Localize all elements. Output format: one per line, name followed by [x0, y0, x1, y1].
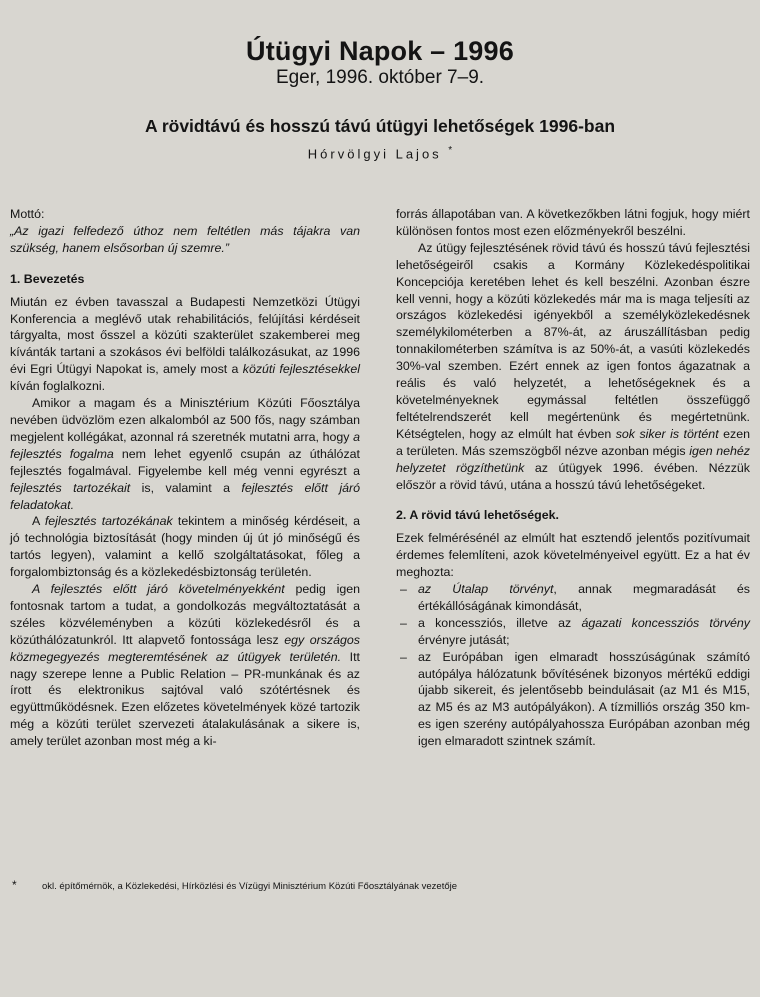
- paragraph: [10, 395, 360, 513]
- achievement-list: [396, 581, 750, 750]
- paragraph: Ezek felmérésénél az elmúlt hat esztendő jelentős pozitívumait érdemes felemlíteni, azok követelményeivel együtt. Ez a hat év meghozta:: [396, 531, 750, 580]
- list-item-text: érvényre jutását;: [418, 632, 510, 647]
- emphasis-text: az Útalap törvényt: [418, 582, 554, 597]
- emphasis-text: igen nehéz helyzetet rögzíthetünk: [396, 443, 750, 475]
- emphasis-text: ágazati koncessziós törvény: [581, 615, 751, 630]
- emphasis-text: fejlesztés tartozékait: [10, 480, 131, 495]
- paragraph-text: pedig igen fontosnak tartom a tudat, a gondolkozás megváltoztatását a széles közvéleményben a közúti közlekedésről és a közúthálózatunkról. Itt alapvető fontossága lesz: [10, 582, 360, 647]
- paragraph-text: Amikor a magam és a Minisztérium Közúti Főosztálya nevében üdvözlöm ezen alkalomból az 500 fős, nagy számban megjelent kollégákat, azonnal rá szeretnék mutatni arra, hogy: [10, 396, 360, 444]
- paragraph: [10, 294, 360, 395]
- emphasis-text: fejlesztés tartozékának: [44, 514, 173, 529]
- right-column: [396, 206, 750, 750]
- footnote-mark: *: [12, 878, 17, 892]
- author-name: Hórvölgyi Lajos: [307, 146, 442, 162]
- author-footnote-mark: *: [448, 145, 453, 156]
- emphasis-text: sok siker is történt: [615, 426, 719, 441]
- list-item: [396, 649, 750, 750]
- list-item-text: az Európában igen elmaradt hosszúságúnak számító autópálya hálózatunk bővítésének bizonyos mértékű eddigi újabb sikereit, és jelentősebb beindulásait (az M1 és M15, az M5 és az M3 autópályákon). A tízmilliós ország 350 km-es igen szerény autópályahossza Európában azonban még igen elmaradott szintnek számít.: [418, 649, 750, 749]
- paragraph-text: Itt nagy szerepe lenne a Public Relation – PR-munkának és az írott és elektronikus sajtóval való szótértésnek és együttműködésnek. Ezen előzetes követelmények közé tartozik még a közúti terület szervezeti átalakulásának a sikere is, amely terület azonban most még a ki-: [10, 649, 360, 749]
- paragraph: [10, 581, 360, 750]
- paragraph-text: Miután ez évben tavasszal a Budapesti Nemzetközi Útügyi Konferencia a meglévő utak rehabilitációs, felújítási kérdéseit tárgyalta, most ősszel a közúti szakterület szakemberei meg kívánták tartani a szokásos évi belföldi találkozásukat, az 1996 évi Egri Útügyi Napokat is, amely most a: [10, 294, 360, 377]
- paragraph-text: kíván foglalkozni.: [10, 379, 106, 394]
- conference-title: Útügyi Napok – 1996: [246, 36, 514, 66]
- paragraph: forrás állapotában van. A következőkben látni fogjuk, hogy miért különösen fontos most ezen előzményekről beszélni.: [396, 207, 750, 238]
- list-item: [396, 615, 750, 649]
- paper-title: A rövidtávú és hosszú távú útügyi lehetőségek 1996-ban: [144, 116, 616, 136]
- emphasis-text: közúti fejlesztésekkel: [242, 362, 360, 377]
- paragraph-text: nem lehet egyenlő csupán az úthálózat fejlesztés fogalmával. Figyelembe kell még venni egyrészt a: [10, 446, 360, 478]
- list-item-text: a koncessziós, illetve az: [418, 615, 582, 630]
- conference-place-date: Eger, 1996. október 7–9.: [275, 67, 485, 88]
- paragraph-text: az útügyek 1996. évében. Nézzük először a rövid távú, utána a hosszú távú lehetőségeket.: [396, 460, 750, 492]
- section-1-heading: 1. Bevezetés: [10, 271, 85, 286]
- section-2-heading: 2. A rövid távú lehetőségek.: [396, 508, 559, 523]
- paragraph-text: tekintem a minőség kérdéseit, a jó technológia biztosítását (hogy minden új út jó minőségű és tartós legyen), valamint a kellő szolgáltatásokat, főleg a forgalombiztonság és a közlekedésbiztonság területén.: [10, 514, 360, 580]
- list-item: [396, 581, 750, 615]
- emphasis-text: fejlesztés előtt járó feladatokat.: [10, 480, 360, 512]
- paragraph: [10, 513, 360, 581]
- emphasis-text: A fejlesztés előtt járó követelményekként: [32, 582, 285, 597]
- motto-label: Mottó:: [10, 207, 45, 221]
- paragraph-text: Az útügy fejlesztésének rövid távú és hosszú távú fejlesztési lehetőségeiről csakis a Kormány Közlekedéspolitikai Koncepciója keretében lehet és kell beszélni. Azonban észre kell venni, hogy a közúti közlekedés már ma is maga teljesíti az országos közlekedési igényekből a személyközlekedésnek személykilométerben a 87%-át, az áruszállításban pedig tonnakilométerben számítva is az 50%-át, a vasúti közlekedés 30%-val szemben. Ezért ennek az igen fontos ágazatnak a reális és való helyzetét, a lehetőségeknek és a követelményeknek egymással feltétlen összefüggő feltételrendszerét kell megértenünk és megértetnünk. Kétségtelen, hogy az elmúlt hat évben: [396, 240, 750, 441]
- footnote-text: okl. építőmérnök, a Közlekedési, Hírközlési és Vízügyi Minisztérium Közúti Főosztályának vezetője: [42, 881, 458, 892]
- author-line: [0, 145, 760, 161]
- paragraph: [396, 240, 750, 494]
- emphasis-text: a fejlesztés fogalma: [10, 429, 360, 461]
- motto-quote: „Az igazi felfedező úthoz nem feltétlen más tájakra van szükség, hanem elsősorban új szemre.”: [10, 223, 360, 255]
- paragraph-text: ezen a területen. Más szemszögből nézve azonban mégis: [396, 426, 750, 458]
- emphasis-text: egy országos közmegegyezés megteremtésének az útügyek területén.: [10, 632, 360, 664]
- list-item-text: , annak megmaradását és értékállóságának kimondását,: [418, 582, 750, 613]
- paragraph-text: A: [32, 514, 45, 529]
- left-column: [10, 206, 360, 750]
- footnote: [12, 879, 752, 893]
- paragraph-text: is, valamint a: [130, 480, 242, 495]
